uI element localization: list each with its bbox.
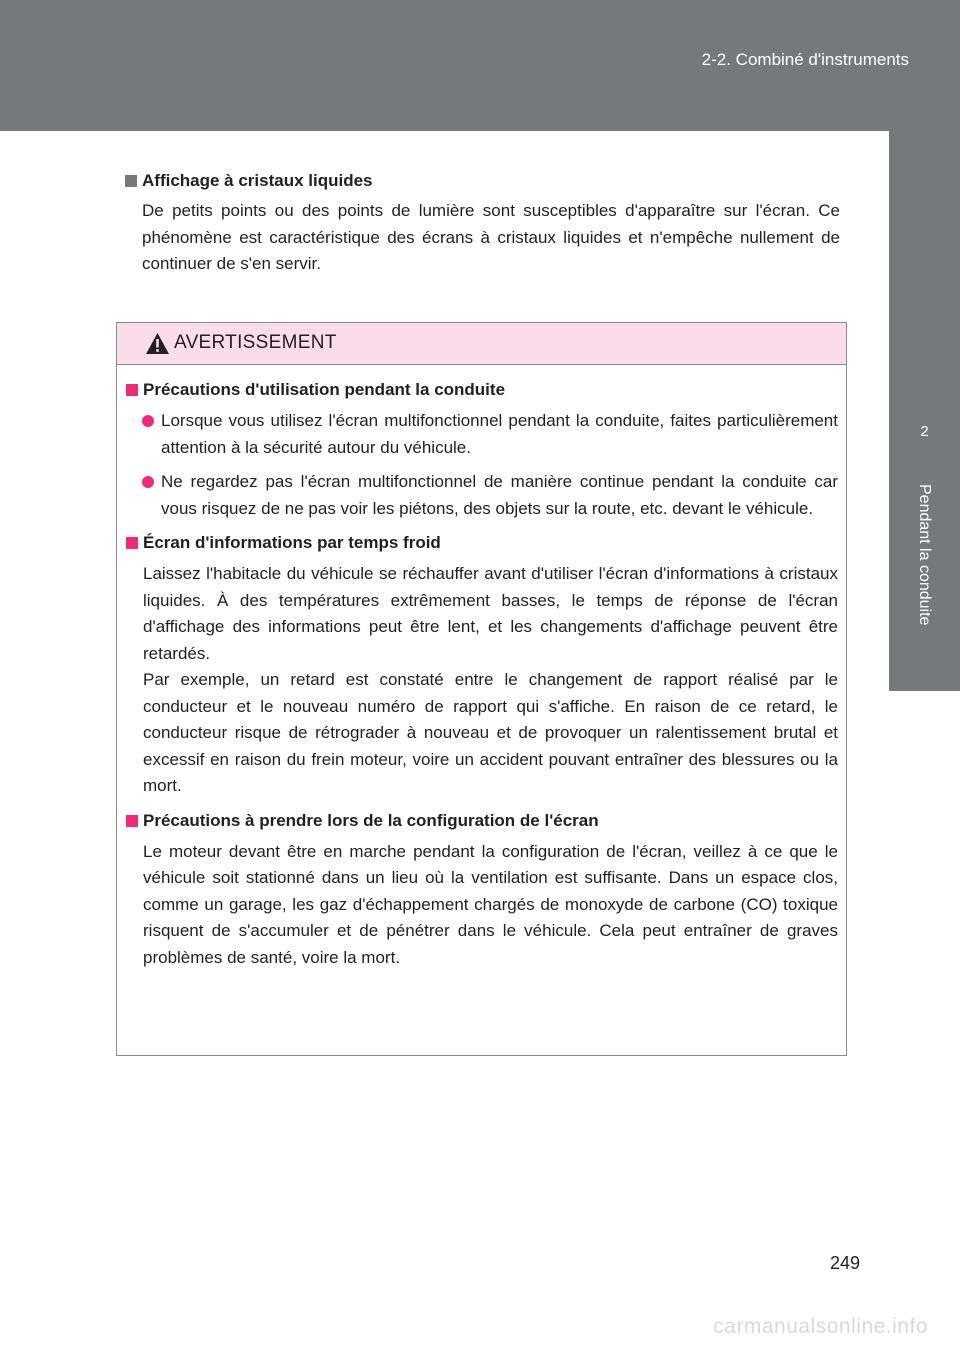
warning-bullet [126, 469, 838, 522]
warning-section-heading [126, 377, 838, 403]
round-bullet-icon [142, 476, 154, 488]
warning-paragraph: Laissez l'habitacle du véhicule se réchauffer avant d'utiliser l'écran d'informations à cristaux liquides. À des températures extrêmement basses, le temps de réponse de l'écran d'affichage des informations peut être lent, et les changements d'affichage peuvent être retardés. [143, 564, 838, 663]
intro-heading-text: Affichage à cristaux liquides [142, 171, 373, 190]
square-bullet-icon [126, 815, 138, 827]
square-bullet-icon [126, 384, 138, 396]
chapter-label-tab [889, 476, 960, 691]
chapter-number: 2 [920, 423, 929, 440]
page-number: 249 [830, 1253, 861, 1273]
warning-title: AVERTISSEMENT [174, 332, 337, 353]
watermark: carmanualsonline.info [713, 1315, 928, 1338]
section-title: 2-2. Combiné d'instruments [701, 50, 909, 69]
warning-header [117, 323, 846, 365]
warning-heading-text: Précautions à prendre lors de la configuration de l'écran [143, 810, 599, 830]
warning-paragraph: Le moteur devant être en marche pendant la configuration de l'écran, veillez à ce que le véhicule soit stationné dans un lieu où la ventilation est suffisante. Dans un espace clos, comme un garage, les gaz d'échappement chargés de monoxyde de carbone (CO) toxique risquent de s'accumuler et de pénétrer dans le véhicule. Cela peut entraîner de graves problèmes de santé, voire la mort. [143, 841, 838, 967]
chapter-tab [889, 387, 960, 476]
warning-bullet-text: Lorsque vous utilisez l'écran multifonctionnel pendant la conduite, faites particulièrement attention à la sécurité autour du véhicule. [161, 411, 838, 457]
side-tab-top [889, 131, 960, 387]
page-header [0, 0, 960, 131]
warning-section-heading [126, 808, 838, 834]
intro-text: De petits points ou des points de lumière sont susceptibles d'apparaître sur l'écran. Ce phénomène est caractéristique des écrans à cristaux liquides et n'empêche nullement de continuer de s'en servir. [142, 201, 840, 273]
warning-bullet [126, 408, 838, 461]
square-bullet-icon [125, 175, 137, 187]
warning-bullet-text: Ne regardez pas l'écran multifonctionnel de manière continue pendant la conduite car vous risquez de ne pas voir les piétons, des objets sur la route, etc. devant le véhicule. [161, 472, 838, 518]
warning-heading-text: Écran d'informations par temps froid [143, 533, 441, 552]
intro-heading [125, 168, 840, 194]
round-bullet-icon [142, 415, 154, 427]
warning-section-heading [126, 530, 838, 556]
chapter-label: Pendant la conduite [916, 484, 933, 626]
warning-box [116, 322, 847, 1056]
warning-paragraph: Par exemple, un retard est constaté entre le changement de rapport réalisé par le conducteur et le nouveau numéro de rapport qui s'affiche. En raison de ce retard, le conducteur risque de rétrograder à nouveau et de provoquer un ralentissement brutal et excessif en raison du frein moteur, voire un accident pouvant entraîner des blessures ou la mort. [143, 670, 838, 795]
warning-body [126, 377, 838, 979]
intro-section [125, 168, 840, 278]
warning-triangle-icon [145, 332, 170, 355]
square-bullet-icon [126, 537, 138, 549]
warning-heading-text: Précautions d'utilisation pendant la conduite [143, 380, 506, 399]
